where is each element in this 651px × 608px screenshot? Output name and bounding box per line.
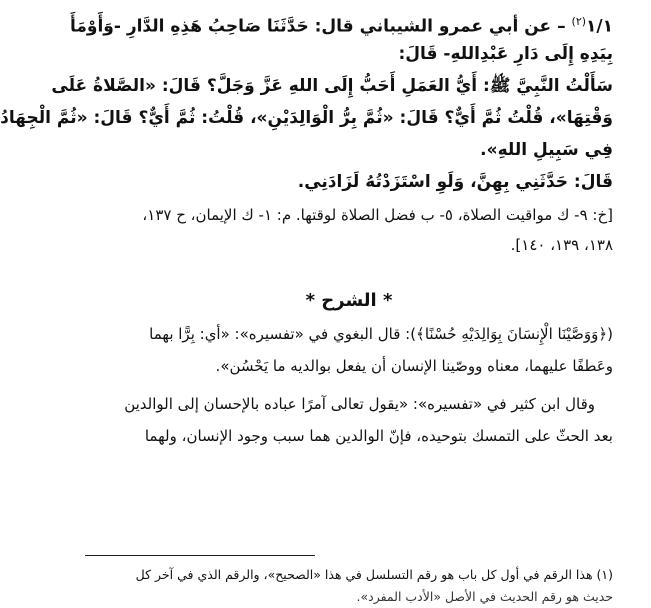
hadith-line-4: وَقْتِهَا»، قُلْتُ ثُمَّ أَيٌّ؟ قَالَ: «ثُمَّ بِرُّ الْوَالِدَيْنِ»، قُلْتُ: ثُمَّ أَيٌّ؟ قَالَ: «ثُمَّ الْجِهَادُ — [0, 108, 613, 128]
hadith-number: ١/١ — [586, 16, 613, 37]
hadith-line-1 — [69, 6, 613, 38]
hadith-line-1-text: – عن أبي عمرو الشيباني قال: حَدَّثَنَا صَاحِبُ هَذِهِ الدَّارِ -وَأَوْمَأَ — [69, 16, 566, 37]
hadith-line-6: قَالَ: حَدَّثَنِي بِهِنَّ، وَلَوِ اسْتَزَدْتُهُ لَزَادَنِي. — [297, 172, 613, 192]
hadith-line-2: بِيَدِهِ إِلَى دَارِ عَبْدِاللهِ- قَالَ: — [398, 44, 613, 64]
commentary-p2-line-1: وقال ابن كثير في «تفسيره»: «يقول تعالى آمرًا عباده بالإحسان إلى الوالدين — [124, 395, 595, 413]
footnote — [85, 564, 613, 604]
footnote-divider — [85, 555, 315, 556]
source-reference — [85, 200, 613, 260]
commentary-p2-line-2: بعد الحثّ على التمسك بتوحيده، فإنّ الوالدين هما سبب وجود الإنسان، ولهما — [144, 427, 613, 445]
footnote-line-1: (١) هذا الرقم في أول كل باب هو رقم التسلسل في هذا «الصحيح»، والرقم الذي في آخر كل — [135, 567, 613, 582]
source-line-2: ١٣٨، ١٣٩، ١٤٠]. — [510, 236, 613, 254]
commentary-heading: * الشرح * — [305, 290, 393, 311]
footnote-marker: (٢) — [571, 15, 587, 28]
commentary-p1-line-2: وعَطفًا عليهما، معناه ووصّينا الإنسان أن يفعل بوالديه ما يَحْسُن». — [215, 357, 613, 375]
hadith-line-3: سَأَلْتُ النَّبِيَّ ﷺ: أَيُّ العَمَلِ أَحَبُّ إِلَى اللهِ عَزَّ وَجَلَّ؟ قَالَ: «الصَّلاةُ عَلَى — [51, 76, 613, 96]
footnote-line-2: حديث هو رقم الحديث في الأصل «الأدب المفرد». — [356, 589, 613, 604]
commentary-p1-line-1: (﴿وَوَصَّيْنَا الْإِنسَانَ بِوَالِدَيْهِ حُسْنًا﴾): قال البغوي في «تفسيره»: «أي: بِرًّا بهما — [149, 325, 613, 343]
hadith-text — [0, 6, 613, 198]
hadith-line-5: فِي سَبِيلِ اللهِ». — [480, 140, 613, 160]
commentary-text — [85, 318, 613, 452]
source-line-1: [خ: ٩- ك مواقيت الصلاة، ٥- ب فضل الصلاة لوقتها. م: ١- ك الإيمان، ح ١٣٧، — [142, 206, 613, 224]
